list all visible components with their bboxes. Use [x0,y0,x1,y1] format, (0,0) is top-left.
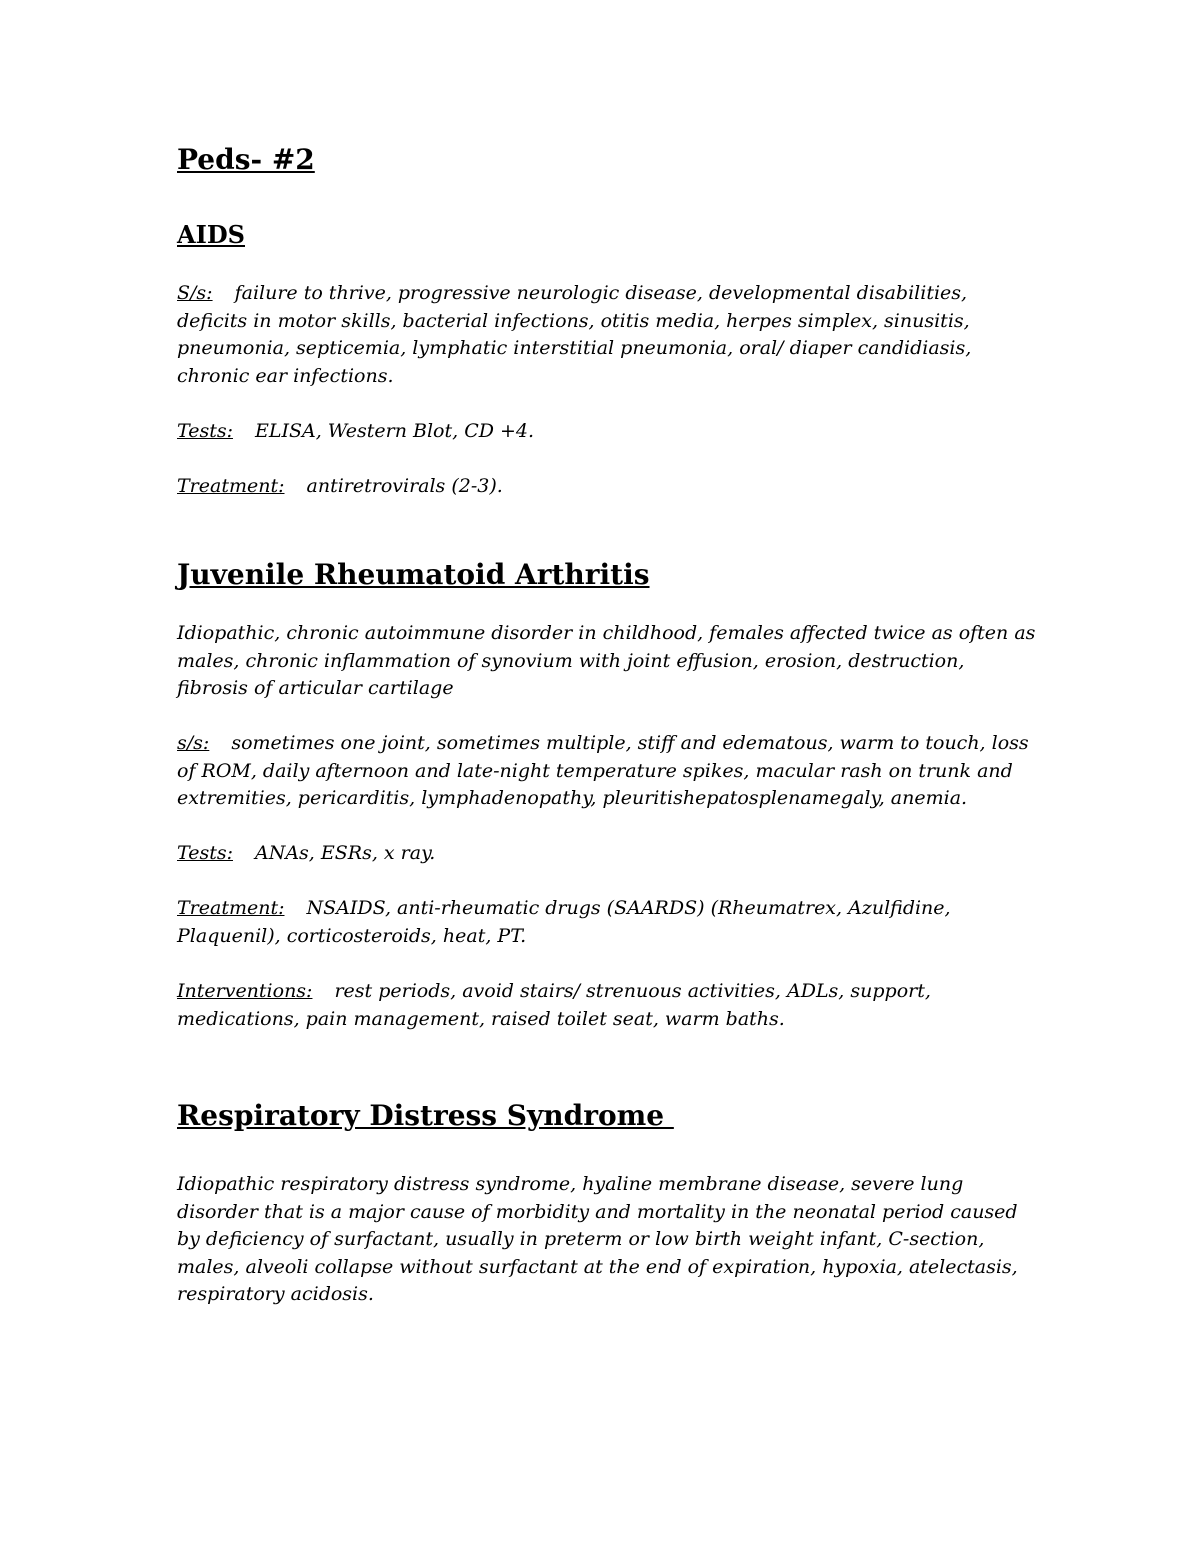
aids-treatment-label: Treatment: [177,475,285,497]
aids-treatment-text: antiretrovirals (2-3). [306,475,503,497]
aids-signs-symptoms [177,280,1037,390]
jra-interventions-text: rest periods, avoid stairs/ strenuous activities, ADLs, support, medications, pain management, raised toilet seat, warm baths. [177,980,931,1030]
jra-treatment-text: NSAIDS, anti-rheumatic drugs (SAARDS) (Rheumatrex, Azulfidine, Plaquenil), corticosteroids, heat, PT. [177,897,951,947]
rds-description: Idiopathic respiratory distress syndrome, hyaline membrane disease, severe lung disorder that is a major cause of morbidity and mortality in the neonatal period caused by deficiency of surfactant, usually in preterm or low birth weight infant, C-section, males, alveoli collapse without surfactant at the end of expiration, hypoxia, atelectasis, respiratory acidosis. [177,1173,1018,1305]
jra-signs-symptoms [177,730,1037,813]
aids-treatment [177,473,1037,501]
jra-tests [177,840,1037,868]
jra-ss-text: sometimes one joint, sometimes multiple, stiff and edematous, warm to touch, loss of ROM, daily afternoon and late-night temperature spikes, macular rash on trunk and extremities, pericarditis, lymphadenopathy, pleuritishepatosplenamegaly, anemia. [177,732,1029,809]
aids-tests [177,418,1037,446]
jra-interventions [177,978,1037,1033]
jra-tests-label: Tests: [177,842,233,864]
jra-description: Idiopathic, chronic autoimmune disorder in childhood, females affected twice as often as males, chronic inflammation of synovium with joint effusion, erosion, destruction, fibrosis of articular cartilage [177,622,1036,699]
jra-ss-label: s/s: [177,732,210,754]
aids-ss-label: S/s: [177,282,213,304]
jra-interventions-label: Interventions: [177,980,313,1002]
aids-heading: AIDS [177,220,245,249]
rds-heading: Respiratory Distress Syndrome [177,1099,674,1132]
document-title: Peds- #2 [177,143,315,176]
jra-treatment [177,895,1037,950]
aids-tests-label: Tests: [177,420,233,442]
jra-heading: Juvenile Rheumatoid Arthritis [177,558,650,591]
jra-treatment-label: Treatment: [177,897,285,919]
aids-tests-text: ELISA, Western Blot, CD +4. [254,420,535,442]
aids-ss-text: failure to thrive, progressive neurologic disease, developmental disabilities, deficits in motor skills, bacterial infections, otitis media, herpes simplex, sinusitis, pneumonia, septicemia, lymphatic interstitial pneumonia, oral/ diaper candidiasis, chronic ear infections. [177,282,972,387]
jra-tests-text: ANAs, ESRs, x ray. [254,842,436,864]
